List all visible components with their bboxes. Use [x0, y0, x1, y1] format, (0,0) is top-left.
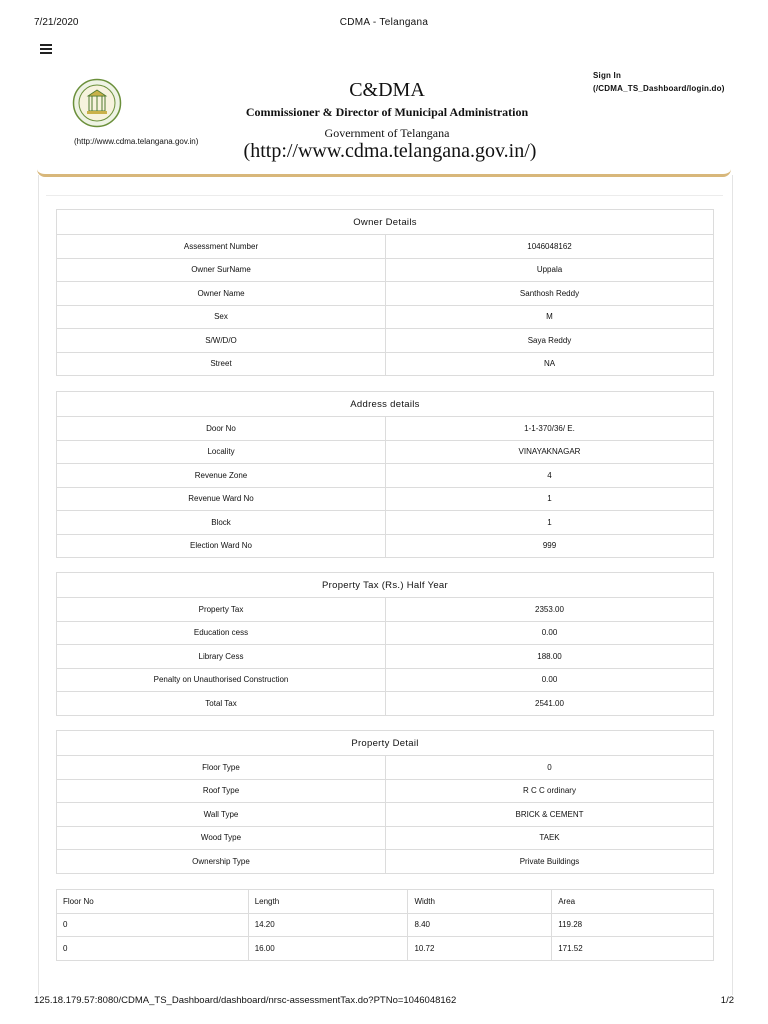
table-cell: 8.40 — [408, 913, 552, 937]
row-value: VINAYAKNAGAR — [386, 440, 714, 464]
row-value: R C C ordinary — [386, 779, 714, 803]
cdma-site-link-small[interactable]: (http://www.cdma.telangana.gov.in) — [74, 137, 199, 146]
row-value: NA — [386, 352, 714, 376]
row-label: Floor Type — [57, 756, 386, 780]
table-row — [57, 329, 714, 353]
print-page-number: 1/2 — [720, 995, 734, 1006]
row-label: Wood Type — [57, 826, 386, 850]
print-footer-url: 125.18.179.57:8080/CDMA_TS_Dashboard/dashboard/nrsc-assessmentTax.do?PTNo=1046048162 — [34, 995, 457, 1006]
print-date: 7/21/2020 — [34, 17, 79, 28]
table-row — [57, 756, 714, 780]
table-row — [57, 282, 714, 306]
table-row — [57, 621, 714, 645]
government-name: Government of Telangana — [324, 126, 450, 140]
table-row — [57, 598, 714, 622]
table-row — [57, 440, 714, 464]
sign-in-label: Sign In — [593, 71, 622, 80]
table-row — [57, 668, 714, 692]
table-row — [57, 534, 714, 558]
row-label: Owner SurName — [57, 258, 386, 282]
table-row — [57, 352, 714, 376]
row-label: Ownership Type — [57, 850, 386, 874]
row-value: Private Buildings — [386, 850, 714, 874]
hamburger-menu-icon[interactable] — [40, 44, 52, 54]
sign-in-url: (/CDMA_TS_Dashboard/login.do) — [593, 84, 725, 93]
column-header: Floor No — [57, 890, 249, 914]
property-detail-table — [56, 730, 714, 874]
table-row — [57, 826, 714, 850]
row-label: Locality — [57, 440, 386, 464]
table-row — [57, 913, 714, 937]
table-cell: 171.52 — [552, 937, 714, 961]
row-value: 188.00 — [386, 645, 714, 669]
row-label: Street — [57, 352, 386, 376]
row-label: Property Tax — [57, 598, 386, 622]
row-value: 1-1-370/36/ E. — [386, 417, 714, 441]
row-label: Sex — [57, 305, 386, 329]
row-label: Block — [57, 511, 386, 535]
site-subtitle: Commissioner & Director of Municipal Administration — [245, 105, 529, 119]
row-value: 0 — [386, 756, 714, 780]
row-value: TAEK — [386, 826, 714, 850]
row-value: Uppala — [386, 258, 714, 282]
content-divider — [46, 195, 723, 196]
row-value: 2353.00 — [386, 598, 714, 622]
row-label: Roof Type — [57, 779, 386, 803]
row-value: M — [386, 305, 714, 329]
row-value: 1046048162 — [386, 235, 714, 259]
row-value: 1 — [386, 487, 714, 511]
section-heading: Owner Details — [57, 210, 714, 235]
row-label: Wall Type — [57, 803, 386, 827]
table-cell: 14.20 — [248, 913, 408, 937]
row-label: Revenue Zone — [57, 464, 386, 488]
row-value: 2541.00 — [386, 692, 714, 716]
table-row — [57, 487, 714, 511]
table-row — [57, 235, 714, 259]
table-row — [57, 779, 714, 803]
row-label: Owner Name — [57, 282, 386, 306]
row-value: BRICK & CEMENT — [386, 803, 714, 827]
row-label: Assessment Number — [57, 235, 386, 259]
table-row — [57, 803, 714, 827]
property-tax-table — [56, 572, 714, 716]
table-cell: 0 — [57, 937, 249, 961]
owner-details-table — [56, 209, 714, 376]
table-row — [57, 511, 714, 535]
section-heading: Property Tax (Rs.) Half Year — [57, 573, 714, 598]
row-label: Total Tax — [57, 692, 386, 716]
row-label: Education cess — [57, 621, 386, 645]
table-row — [57, 937, 714, 961]
table-cell: 119.28 — [552, 913, 714, 937]
table-row — [57, 464, 714, 488]
row-value: 4 — [386, 464, 714, 488]
table-row — [57, 258, 714, 282]
table-row — [57, 645, 714, 669]
section-heading: Property Detail — [57, 731, 714, 756]
print-title: CDMA - Telangana — [339, 17, 429, 28]
section-heading: Address details — [57, 392, 714, 417]
row-label: Penalty on Unauthorised Construction — [57, 668, 386, 692]
row-label: S/W/D/O — [57, 329, 386, 353]
floor-dimensions-table — [56, 889, 714, 961]
row-value: 0.00 — [386, 668, 714, 692]
row-value: 0.00 — [386, 621, 714, 645]
row-label: Door No — [57, 417, 386, 441]
row-value: 999 — [386, 534, 714, 558]
row-label: Revenue Ward No — [57, 487, 386, 511]
table-row — [57, 305, 714, 329]
cdma-site-link[interactable]: (http://www.cdma.telangana.gov.in/) — [243, 140, 537, 162]
table-header-row — [57, 890, 714, 914]
column-header: Area — [552, 890, 714, 914]
table-cell: 16.00 — [248, 937, 408, 961]
row-value: Santhosh Reddy — [386, 282, 714, 306]
row-label: Election Ward No — [57, 534, 386, 558]
table-row — [57, 692, 714, 716]
row-value: Saya Reddy — [386, 329, 714, 353]
row-label: Library Cess — [57, 645, 386, 669]
address-details-table — [56, 391, 714, 558]
table-row — [57, 850, 714, 874]
table-cell: 10.72 — [408, 937, 552, 961]
column-header: Length — [248, 890, 408, 914]
table-cell: 0 — [57, 913, 249, 937]
row-value: 1 — [386, 511, 714, 535]
table-row — [57, 417, 714, 441]
sign-in-link[interactable] — [593, 69, 725, 95]
site-title: C&DMA — [349, 79, 425, 101]
column-header: Width — [408, 890, 552, 914]
